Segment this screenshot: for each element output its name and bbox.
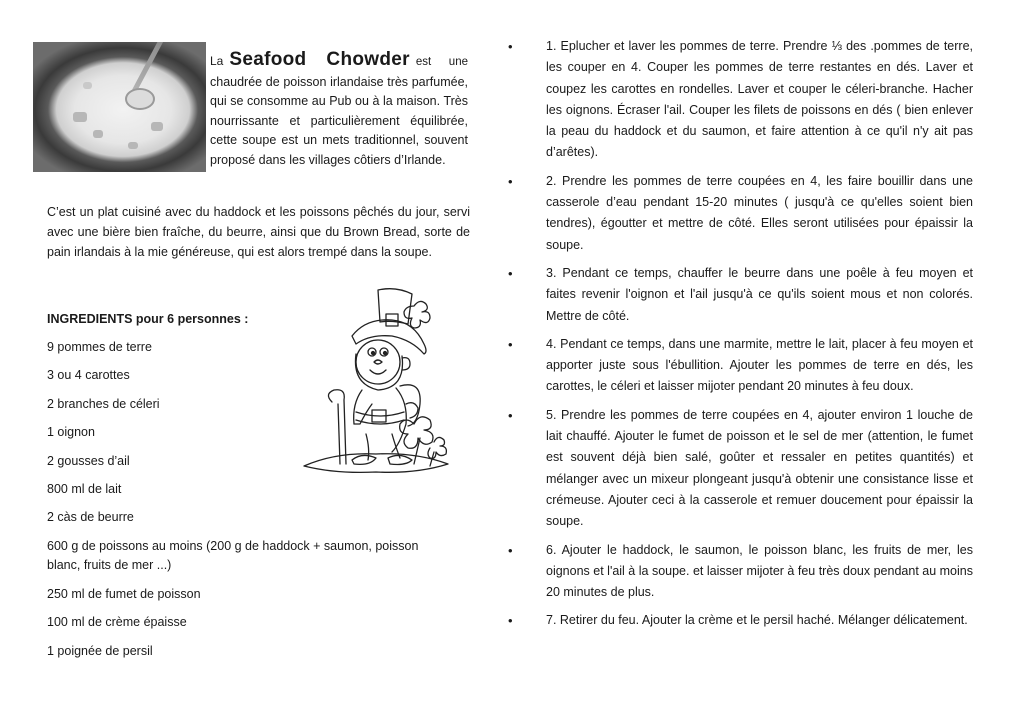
step-text: 3. Pendant ce temps, chauffer le beurre dans une poêle à feu moyen et faites revenir l'oignon et l'ail jusqu'à ce qu'ils soient mous et non colorés. Mettre de côté.	[546, 265, 973, 323]
step-text: 4. Pendant ce temps, dans une marmite, mettre le lait, placer à feu moyen et apporter juste sous l'ébullition. Ajouter les pommes de terre en dés, les carottes, le céleri et laisser mijoter pendant 20 minutes à feu doux.	[546, 336, 973, 394]
ingredient-item: 1 poignée de persil	[47, 643, 153, 658]
bullet-icon: •	[508, 173, 513, 189]
ingredient-item: 100 ml de crème épaisse	[47, 615, 187, 630]
spoon-bowl-shape	[125, 88, 155, 110]
ingredient-item: 2 càs de beurre	[47, 510, 134, 525]
chowder-photo	[33, 42, 206, 172]
step-text: 7. Retirer du feu. Ajouter la crème et le persil haché. Mélanger délicatement.	[546, 613, 968, 628]
step-text: 1. Eplucher et laver les pommes de terre. Prendre ⅓ des .pommes de terre, les couper en 4. Couper les pommes de terre restantes en dés. Laver et coupez les carottes en rondelles. Laver et couper le céleri-branche. Hacher les oignons. Écraser l'ail. Couper les filets de poissons en dés ( bien enlever la peau du haddock et du saumon, et faire attention à ce qu'il n'y ait pas d’arêtes).	[546, 39, 973, 160]
step-item	[508, 36, 973, 164]
step-item	[508, 405, 973, 533]
bullet-icon: •	[508, 542, 513, 558]
bullet-icon: •	[508, 336, 513, 352]
ingredient-item: 600 g de poissons au moins (200 g de haddock + saumon, poisson blanc, fruits de mer ...)	[47, 538, 419, 572]
step-item	[508, 171, 973, 256]
bullet-icon: •	[508, 613, 513, 629]
step-item	[508, 263, 973, 327]
step-item	[508, 334, 973, 398]
title-prefix: La	[210, 54, 224, 68]
bullet-icon: •	[508, 407, 513, 423]
bullet-icon: •	[508, 39, 513, 54]
spoon-shape	[131, 42, 164, 94]
intro-paragraph	[210, 50, 468, 170]
step-text: 2. Prendre les pommes de terre coupées en 4, les faire bouillir dans une casserole d’eau pendant 15-20 minutes ( jusqu'à ce qu'elles soient bien tendres), égoutter et mettre de côté. Elles seront utilisées pour épaissir la soupe.	[546, 173, 973, 252]
recipe-title: Seafood Chowder	[229, 49, 410, 70]
step-text: 5. Prendre les pommes de terre coupées en 4, ajouter environ 1 louche de lait chauffé. Ajouter le fumet de poisson et le sel de mer (attention, le fumet est souvent déjà bien salé, goûter et ressaler en petites quantités) et mélanger avec un mixeur plongeant jusqu'à obtenir une consistance lisse et crémeuse. Ajouter ceci à la casserole et remuer doucement pour épaissir la soupe.	[546, 407, 973, 529]
step-item	[508, 540, 973, 604]
ingredient-item: 800 ml de lait	[47, 481, 122, 496]
intro-body: chaudrée de poisson irlandaise très parfumée, qui se consomme au Pub ou à la maison. Très nourrissante et particulièrement équilibrée, cette soupe est un mets traditionnel, souvent proposé dans les villages côtiers d’Irlande.	[210, 74, 468, 167]
preparation-steps	[508, 36, 973, 639]
ingredients-heading: INGREDIENTS pour 6 personnes :	[47, 312, 249, 326]
ingredient-item: 3 ou 4 carottes	[47, 368, 130, 383]
description-paragraph: C’est un plat cuisiné avec du haddock et les poissons pêchés du jour, servi avec une bière bien fraîche, du beurre, ainsi que du Brown Bread, sorte de pain irlandais à la mie généreuse, qui est alors trempé dans la soupe.	[47, 205, 470, 259]
ingredient-item: 1 oignon	[47, 425, 95, 440]
ingredient-item: 2 branches de céleri	[47, 396, 160, 411]
ingredient-item: 9 pommes de terre	[47, 340, 152, 354]
step-text: 6. Ajouter le haddock, le saumon, le poisson blanc, les fruits de mer, les oignons et l'ail à la soupe. et laisser mijoter à feu très doux pendant au moins 20 minutes de plus.	[546, 542, 973, 600]
step-item	[508, 610, 973, 631]
ingredient-item: 2 gousses d’ail	[47, 453, 130, 468]
title-suffix: est une	[415, 56, 468, 68]
bullet-icon: •	[508, 265, 513, 281]
leprechaun-illustration	[296, 284, 456, 479]
ingredient-item: 250 ml de fumet de poisson	[47, 586, 201, 601]
